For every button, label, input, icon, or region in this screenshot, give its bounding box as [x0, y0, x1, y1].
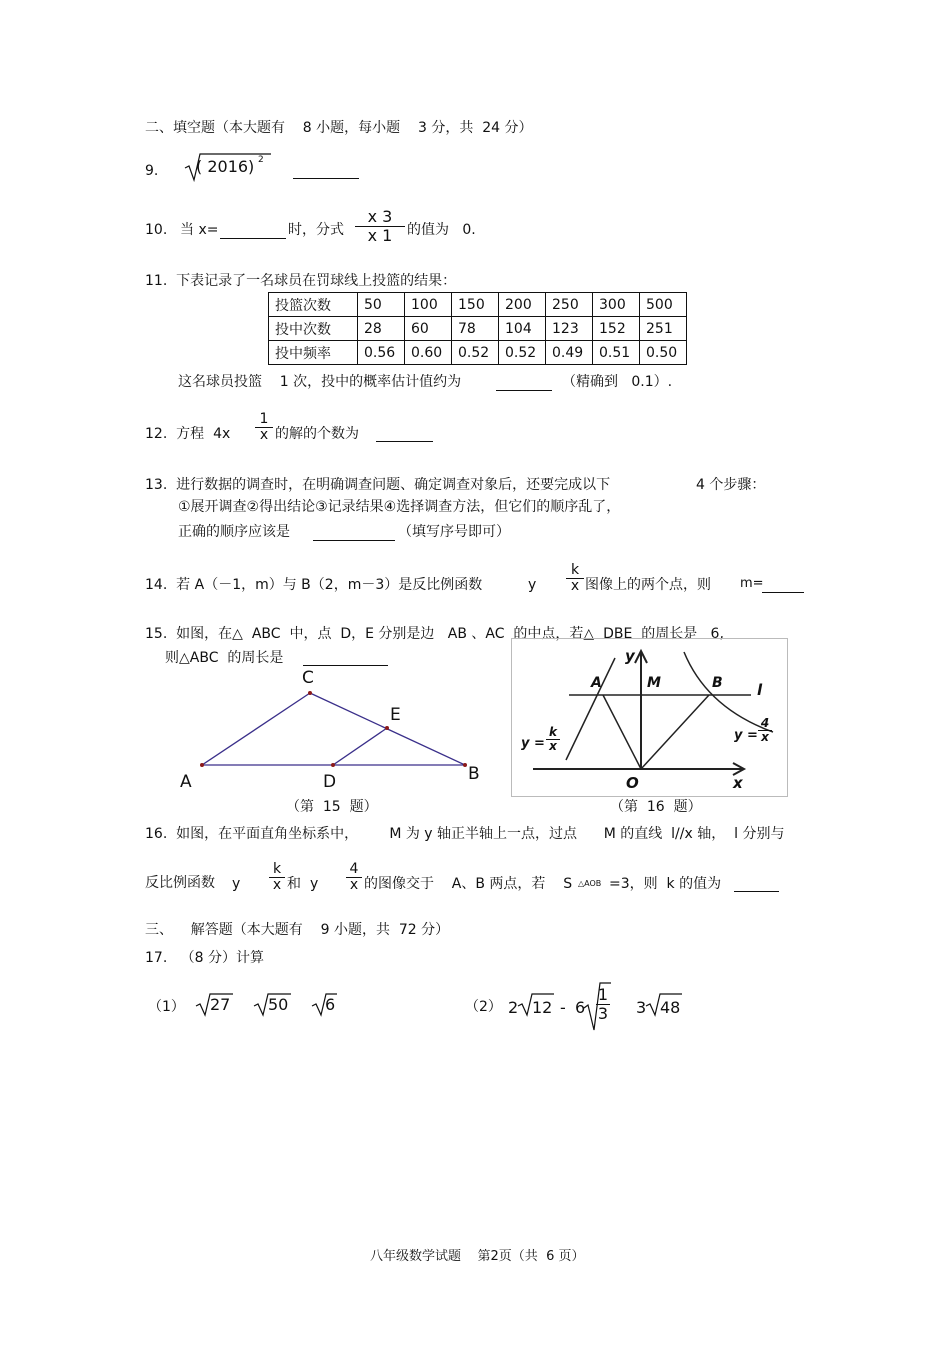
radicand: 27	[210, 995, 231, 1014]
question-14-y: y	[528, 577, 537, 593]
left-curve-lhs: y =	[521, 736, 545, 751]
fraction-denominator: x	[349, 877, 359, 894]
question-12-suffix: 的解的个数为	[275, 426, 359, 442]
question-12-fraction	[255, 412, 273, 444]
table-cell: 投篮次数	[269, 293, 358, 317]
question-10-number: 10.	[145, 222, 168, 238]
minus-sign: -	[560, 998, 566, 1017]
question-15-line2: 则△ABC 的周长是	[165, 650, 284, 666]
fraction-numerator: k	[549, 725, 557, 739]
coordinate-figure	[511, 638, 789, 798]
point-c	[308, 691, 312, 695]
table-cell: 500	[640, 293, 687, 317]
table-cell: 152	[593, 317, 640, 341]
table-cell: 123	[546, 317, 593, 341]
figure-frame	[512, 639, 788, 797]
table-cell: 0.50	[640, 341, 687, 365]
figure-16-caption: （第 16 题）	[610, 799, 702, 815]
point-b	[463, 763, 467, 767]
table-cell: 100	[405, 293, 452, 317]
label-point-b: B	[712, 675, 723, 691]
table-cell: 150	[452, 293, 499, 317]
point-a	[200, 763, 204, 767]
table-cell: 78	[452, 317, 499, 341]
table-cell: 60	[405, 317, 452, 341]
table-cell: 投中次数	[269, 317, 358, 341]
question-10-fraction	[355, 208, 405, 244]
question-16-subscript: △AOB	[578, 879, 602, 888]
fraction-numerator: 1	[597, 985, 609, 1004]
label-origin: O	[626, 774, 639, 792]
right-curve-fraction	[758, 717, 772, 744]
answer-blank-12[interactable]	[376, 441, 433, 442]
page-footer: 八年级数学试题 第2页（共 6 页）	[370, 1249, 585, 1264]
fraction-numerator: 4	[349, 861, 359, 877]
label-line-l: l	[757, 681, 763, 699]
question-13-note: （填写序号即可）	[398, 524, 510, 540]
question-16-line1: 16. 如图，在平面直角坐标系中， M 为 y 轴正半轴上一点，过点 M 的直线 l//x 轴， l 分别与	[145, 826, 785, 842]
answer-blank-11[interactable]	[496, 390, 552, 391]
answer-blank-14[interactable]	[762, 592, 804, 593]
fraction-denominator: x 1	[367, 225, 393, 245]
question-16-prefix: 反比例函数	[145, 875, 215, 891]
table-cell: 28	[358, 317, 405, 341]
question-16-suffix: =3，则 k 的值为	[609, 876, 722, 892]
fraction-denominator: x	[272, 877, 282, 894]
table-cell: 250	[546, 293, 593, 317]
table-cell: 0.49	[546, 341, 593, 365]
table-cell: 200	[499, 293, 546, 317]
fraction-numerator: k	[570, 562, 580, 578]
table-cell: 0.52	[452, 341, 499, 365]
question-16-y1: y	[232, 876, 241, 892]
table-cell: 0.51	[593, 341, 640, 365]
section-heading: 二、填空题（本大题有 8 小题，每小题 3 分，共 24 分）	[145, 120, 533, 136]
label-c: C	[302, 668, 314, 688]
question-9-exponent: 2	[258, 155, 264, 165]
fraction-denominator: x	[259, 427, 269, 444]
table-cell: 0.60	[405, 341, 452, 365]
question-10-mid: 时，分式	[288, 222, 344, 238]
question-10-prefix: 当 x=	[180, 222, 219, 238]
label-point-m: M	[647, 675, 661, 691]
table-row	[269, 293, 687, 317]
left-curve-fraction	[546, 726, 560, 753]
coefficient: 2	[508, 998, 519, 1017]
point-e	[385, 726, 389, 730]
question-9-expression: ( 2016)	[196, 157, 255, 176]
question-11-text: 11. 下表记录了一名球员在罚球线上投篮的结果：	[145, 273, 457, 289]
segment-de	[333, 728, 387, 765]
question-13-line1-end: 4 个步骤：	[696, 477, 766, 493]
question-15-line1: 15. 如图，在△ ABC 中，点 D，E 分别是边 AB 、AC 的中点，若△ DBE 的周长是 6,	[145, 626, 724, 642]
side-ac	[202, 693, 310, 765]
question-14-fraction	[566, 563, 584, 595]
fraction-denominator: x	[570, 578, 580, 595]
radicand: 12	[532, 998, 553, 1017]
label-y-axis: y	[625, 647, 635, 665]
part-2-label: （2）	[465, 999, 502, 1015]
figure-15-caption: （第 15 题）	[286, 799, 378, 815]
coefficient: 3	[636, 998, 647, 1017]
part-1-label: （1）	[148, 999, 185, 1015]
question-17-title: 17. （8 分）计算	[145, 950, 264, 966]
question-14-prefix: 14. 若 A（－1，m）与 B（2，m－3）是反比例函数	[145, 577, 483, 593]
table-cell: 300	[593, 293, 640, 317]
table-row	[269, 317, 687, 341]
question-10-suffix: 的值为 0.	[407, 222, 476, 238]
question-14-m: m=	[740, 576, 764, 591]
label-b: B	[468, 764, 480, 784]
question-16-fraction-2	[346, 862, 362, 894]
question-13-line1: 13. 进行数据的调查时，在明确调查问题、确定调查对象后，还要完成以下	[145, 477, 611, 493]
table-cell: 投中频率	[269, 341, 358, 365]
table-cell: 0.56	[358, 341, 405, 365]
table-cell: 50	[358, 293, 405, 317]
fraction-numerator: k	[272, 861, 282, 877]
question-11-after: 这名球员投篮 1 次，投中的概率估计值约为	[178, 374, 462, 390]
radicand: 48	[660, 998, 681, 1017]
label-point-a: A	[591, 675, 602, 691]
radicand: 50	[268, 995, 289, 1014]
answer-blank-9[interactable]	[293, 178, 359, 179]
radicand: 6	[325, 995, 336, 1014]
label-d: D	[323, 772, 337, 792]
label-x-axis: x	[733, 774, 743, 792]
fraction-denominator: x	[549, 739, 557, 754]
section-heading: 三、 解答题（本大题有 9 小题，共 72 分）	[145, 922, 450, 938]
question-11-precision: （精确到 0.1）.	[562, 374, 673, 390]
right-curve-lhs: y =	[734, 728, 758, 743]
fraction-denominator: 3	[597, 1003, 609, 1023]
shot-results-table	[268, 292, 687, 365]
table-cell: 104	[499, 317, 546, 341]
coefficient: 6	[575, 998, 586, 1017]
curve-k-over-x	[566, 658, 615, 760]
table-cell: 0.52	[499, 341, 546, 365]
answer-blank-13[interactable]	[313, 540, 395, 541]
question-9-number: 9.	[145, 163, 159, 179]
fraction-numerator: 4	[760, 716, 770, 730]
fraction-denominator: x	[761, 730, 769, 745]
question-16-and: 和	[287, 876, 301, 892]
question-16-y2: y	[310, 876, 319, 892]
radicand-fraction	[596, 986, 610, 1022]
fraction-numerator: 1	[259, 411, 269, 427]
answer-blank-10[interactable]	[220, 238, 286, 239]
label-a: A	[180, 772, 192, 792]
triangle-figure	[190, 665, 490, 800]
segment-bo	[641, 695, 709, 769]
fraction-numerator: x 3	[367, 207, 393, 226]
answer-blank-16[interactable]	[734, 891, 779, 892]
question-13-line3: 正确的顺序应该是	[178, 524, 290, 540]
segment-ao	[603, 695, 641, 769]
question-12-prefix: 12. 方程 4x	[145, 426, 231, 442]
label-e: E	[390, 705, 401, 725]
point-d	[331, 763, 335, 767]
question-16-mid: 的图像交于 A、B 两点，若 S	[364, 876, 573, 892]
table-cell: 251	[640, 317, 687, 341]
question-13-line2: ①展开调查②得出结论③记录结果④选择调查方法，但它们的顺序乱了，	[178, 499, 621, 515]
table-row	[269, 341, 687, 365]
question-16-fraction-1	[269, 862, 285, 894]
question-14-suffix: 图像上的两个点，则	[585, 577, 711, 593]
